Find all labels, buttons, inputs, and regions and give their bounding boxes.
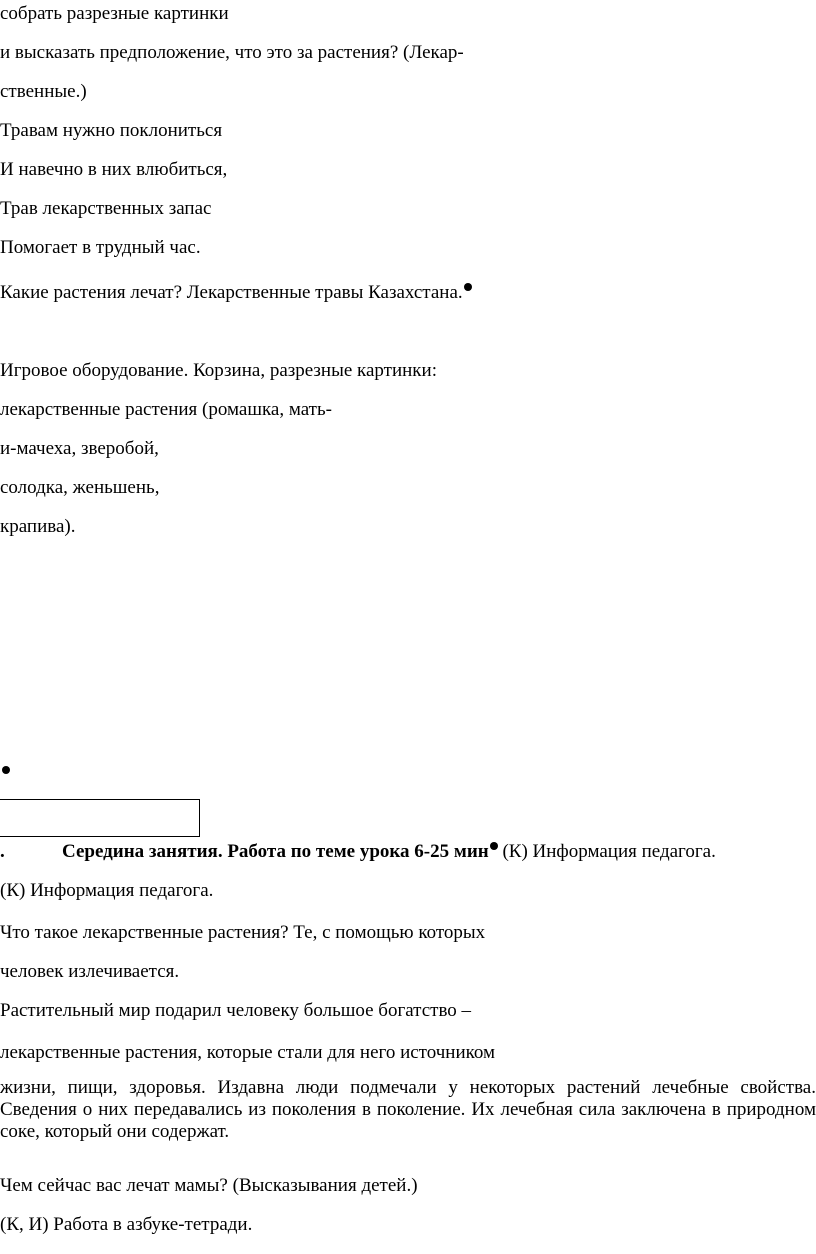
text-line: (К) Информация педагога. <box>0 880 214 901</box>
text-line: и-мачеха, зверобой, <box>0 438 159 459</box>
section-number-marker: . <box>0 841 5 862</box>
poem-line: Травам нужно поклониться <box>0 120 223 141</box>
bullet-icon <box>464 283 472 291</box>
bullet-icon <box>2 766 10 774</box>
text-line: Чем сейчас вас лечат мамы? (Высказывания детей.) <box>0 1175 418 1196</box>
text-line: лекарственные растения, которые стали для него источником <box>0 1042 496 1063</box>
section-heading <box>62 841 716 863</box>
empty-table-cell <box>0 799 200 837</box>
text-line: ственные.) <box>0 81 87 102</box>
poem-line: И навечно в них влюбиться, <box>0 159 228 180</box>
text-line: Растительный мир подарил человеку большое богатство – <box>0 1000 472 1021</box>
poem-line: Помогает в трудный час. <box>0 237 201 258</box>
text-line: человек излечивается. <box>0 961 180 982</box>
text-line: лекарственные растения (ромашка, мать- <box>0 399 332 420</box>
text-line: собрать разрезные картинки <box>0 3 229 24</box>
section-title: Середина занятия. Работа по теме урока 6-25 мин <box>62 841 489 862</box>
poem-line: Трав лекарственных запас <box>0 198 212 219</box>
text-line-content: Какие растения лечат? Лекарственные травы Казахстана. <box>0 282 463 303</box>
section-title-suffix: (К) Информация педагога. <box>497 841 716 862</box>
text-line <box>0 282 472 304</box>
text-line: и высказать предположение, что это за растения? (Лекар- <box>0 42 464 63</box>
text-line: Что такое лекарственные растения? Те, с помощью которых <box>0 922 486 943</box>
bullet-icon <box>490 842 498 850</box>
text-line: (К, И) Работа в азбуке-тетради. <box>0 1214 253 1235</box>
text-line: крапива). <box>0 516 76 537</box>
text-line: Игровое оборудование. Корзина, разрезные картинки: <box>0 360 437 381</box>
text-line: солодка, женьшень, <box>0 477 160 498</box>
paragraph: жизни, пищи, здоровья. Издавна люди подмечали у некоторых растений лечебные свойства. Сведения о них передавались из поколения в поколение. Их лечебная сила заключена в природном соке, который они содержат. <box>0 1077 816 1142</box>
